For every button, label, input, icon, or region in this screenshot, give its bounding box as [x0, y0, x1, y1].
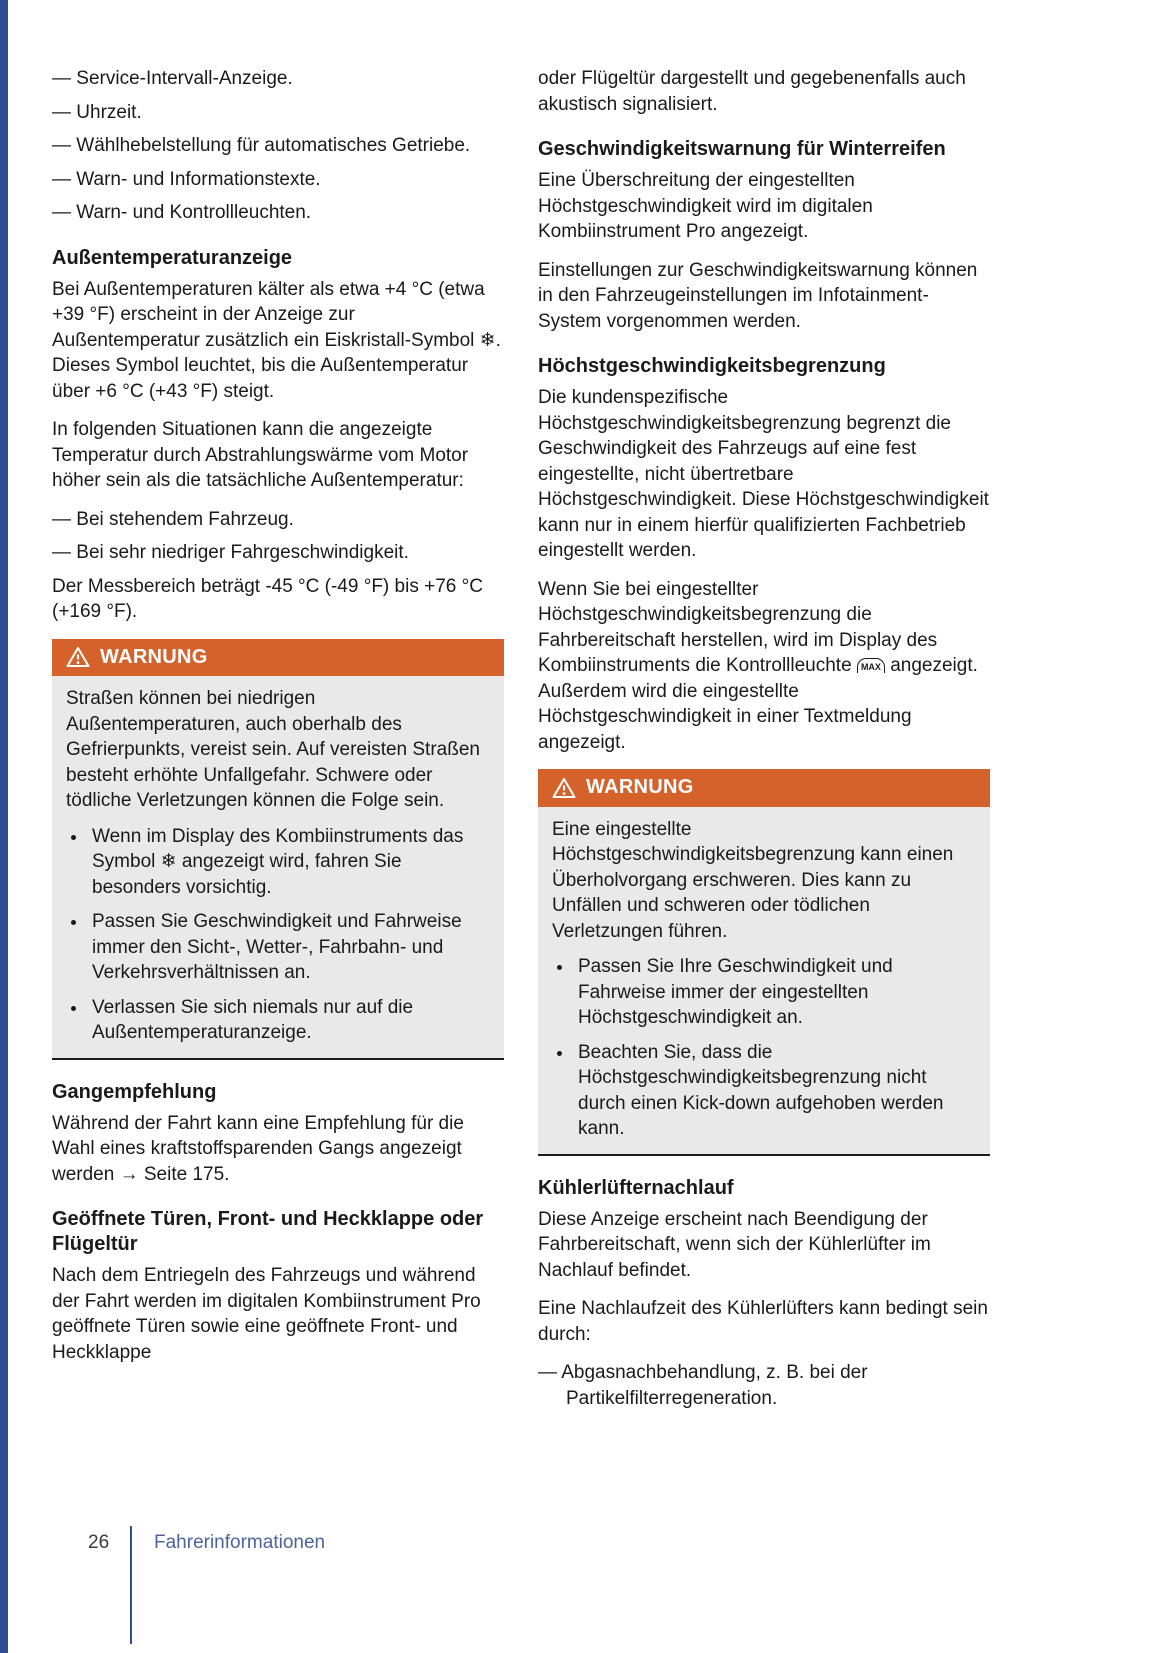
paragraph-continuation: oder Flügeltür dargestellt und gegebenenfalls auch akustisch signalisiert. [538, 68, 966, 115]
right-column [538, 66, 990, 1419]
warning-text: Eine eingestellte Höchstgeschwindigkeitsbegrenzung kann einen Überholvorgang erschweren. Dies kann zu Unfällen und schweren oder tödlichen Verletzungen führen. [552, 818, 954, 942]
warning-title: WARNUNG [586, 776, 694, 798]
paragraph: Diese Anzeige erscheint nach Beendigung der Fahrbereitschaft, wenn sich der Kühlerlüfter im Nachlauf befindet. [538, 1208, 931, 1281]
warning-header [52, 639, 504, 677]
left-column [52, 66, 504, 1419]
paragraph: Eine Nachlaufzeit des Kühlerlüfters kann bedingt sein durch: [538, 1298, 988, 1345]
warning-body [538, 807, 990, 1156]
list-item: — Uhrzeit. [52, 101, 142, 123]
warning-bullet: • Wenn im Display des Kombiinstruments das Symbol ❄ angezeigt wird, fahren Sie besonders vorsichtig. [88, 824, 490, 901]
list-item: — Abgasnachbehandlung, z. B. bei der Partikelfilterregeneration. [538, 1362, 868, 1409]
warning-triangle-icon [552, 777, 576, 799]
list-item: — Warn- und Informationstexte. [52, 168, 321, 190]
page-footer [88, 1532, 325, 1644]
list-item: — Service-Intervall-Anzeige. [52, 68, 293, 89]
warning-box [538, 769, 990, 1156]
warning-bullet-list [66, 824, 490, 1046]
section-heading-geoeffnete-tueren: Geöffnete Türen, Front- und Heckklappe oder Flügeltür [52, 1208, 484, 1255]
warning-bullet-list [552, 954, 976, 1142]
section-heading-gangempfehlung: Gangempfehlung [52, 1080, 217, 1103]
section-heading-hoechstgeschwindigkeitsbegrenzung: Höchstgeschwindigkeitsbegrenzung [538, 355, 886, 377]
section-heading-aussentemperaturanzeige: Außentemperaturanzeige [52, 246, 293, 269]
list-item: — Bei sehr niedriger Fahrgeschwindigkeit. [52, 542, 409, 563]
section-heading-geschwindigkeitswarnung: Geschwindigkeitswarnung für Winterreifen [538, 138, 946, 160]
page-number: 26 [88, 1532, 110, 1553]
page-accent-bar [0, 0, 8, 1653]
paragraph-text: angezeigt. Außerdem wird die eingestellte Höchstgeschwindigkeit in einer Textmeldung angezeigt. [538, 655, 978, 753]
paragraph-text: Wenn Sie bei eingestellter Höchstgeschwindigkeitsbegrenzung die Fahrbereitschaft herstellen, wird im Display des Kombiinstruments die Kontrollleuchte [538, 578, 938, 676]
speed-limiter-indicator-icon: MAX [857, 658, 885, 673]
warning-title: WARNUNG [100, 645, 208, 668]
paragraph: In folgenden Situationen kann die angezeigte Temperatur durch Abstrahlungswärme vom Motor höher sein als die tatsächliche Außentemperatur: [52, 419, 469, 491]
footer-divider [130, 1526, 132, 1644]
paragraph: Der Messbereich beträgt -45 °C (-49 °F) bis +76 °C (+169 °F). [52, 575, 483, 622]
warning-bullet: • Beachten Sie, dass die Höchstgeschwindigkeitsbegrenzung nicht durch einen Kick-down aufgehoben werden kann. [574, 1040, 976, 1142]
paragraph: Einstellungen zur Geschwindigkeitswarnung können in den Fahrzeugeinstellungen im Infotainment-System vorgenommen werden. [538, 259, 978, 332]
paragraph: Nach dem Entriegeln des Fahrzeugs und während der Fahrt werden im digitalen Kombiinstrument Pro geöffnete Türen sowie eine geöffnete Front- und Heckklappe [52, 1265, 481, 1363]
warning-bullet: • Passen Sie Geschwindigkeit und Fahrweise immer den Sicht-, Wetter-, Fahrbahn- und Verkehrsverhältnissen an. [88, 909, 490, 986]
list-item: — Bei stehendem Fahrzeug. [52, 508, 294, 530]
warning-header [538, 769, 990, 807]
section-heading-kuehlerluefternachlauf: Kühlerlüfternachlauf [538, 1176, 734, 1199]
paragraph: Eine Überschreitung der eingestellten Höchstgeschwindigkeit wird im digitalen Kombiinstrument Pro angezeigt. [538, 170, 873, 242]
paragraph: Während der Fahrt kann eine Empfehlung für die Wahl eines kraftstoffsparenden Gangs angezeigt werden → Seite 175. [52, 1112, 464, 1185]
list-item: — Wählhebelstellung für automatisches Getriebe. [52, 135, 471, 156]
warning-bullet: • Verlassen Sie sich niemals nur auf die Außentemperaturanzeige. [88, 995, 490, 1046]
warning-body [52, 676, 504, 1060]
list-item: — Warn- und Kontrollleuchten. [52, 202, 312, 223]
paragraph: Die kundenspezifische Höchstgeschwindigkeitsbegrenzung begrenzt die Geschwindigkeit des Fahrzeugs auf eine fest eingestellte, nicht übertretbare Höchstgeschwindigkeit. Diese Höchstgeschwindigkeit kann nur in einem hierfür qualifizierten Fachbetrieb eingestellt werden. [538, 387, 989, 561]
warning-text: Straßen können bei niedrigen Außentemperaturen, auch oberhalb des Gefrierpunkts, vereist sein. Auf vereisten Straßen besteht erhöhte Unfallgefahr. Schwere oder tödliche Verletzungen können die Folge sein. [66, 688, 480, 811]
footer-section-label: Fahrerinformationen [154, 1532, 326, 1553]
paragraph [538, 577, 990, 756]
warning-box [52, 639, 504, 1060]
warning-triangle-icon [66, 646, 90, 668]
page-content [52, 66, 990, 1419]
warning-bullet: • Passen Sie Ihre Geschwindigkeit und Fahrweise immer der eingestellten Höchstgeschwindigkeit an. [574, 954, 976, 1031]
paragraph: Bei Außentemperaturen kälter als etwa +4 °C (etwa +39 °F) erscheint in der Anzeige zur Außentemperatur zusätzlich ein Eiskristall-Symbol ❄. Dieses Symbol leuchtet, bis die Außentemperatur über +6 °C (+43 °F) steigt. [52, 278, 501, 402]
